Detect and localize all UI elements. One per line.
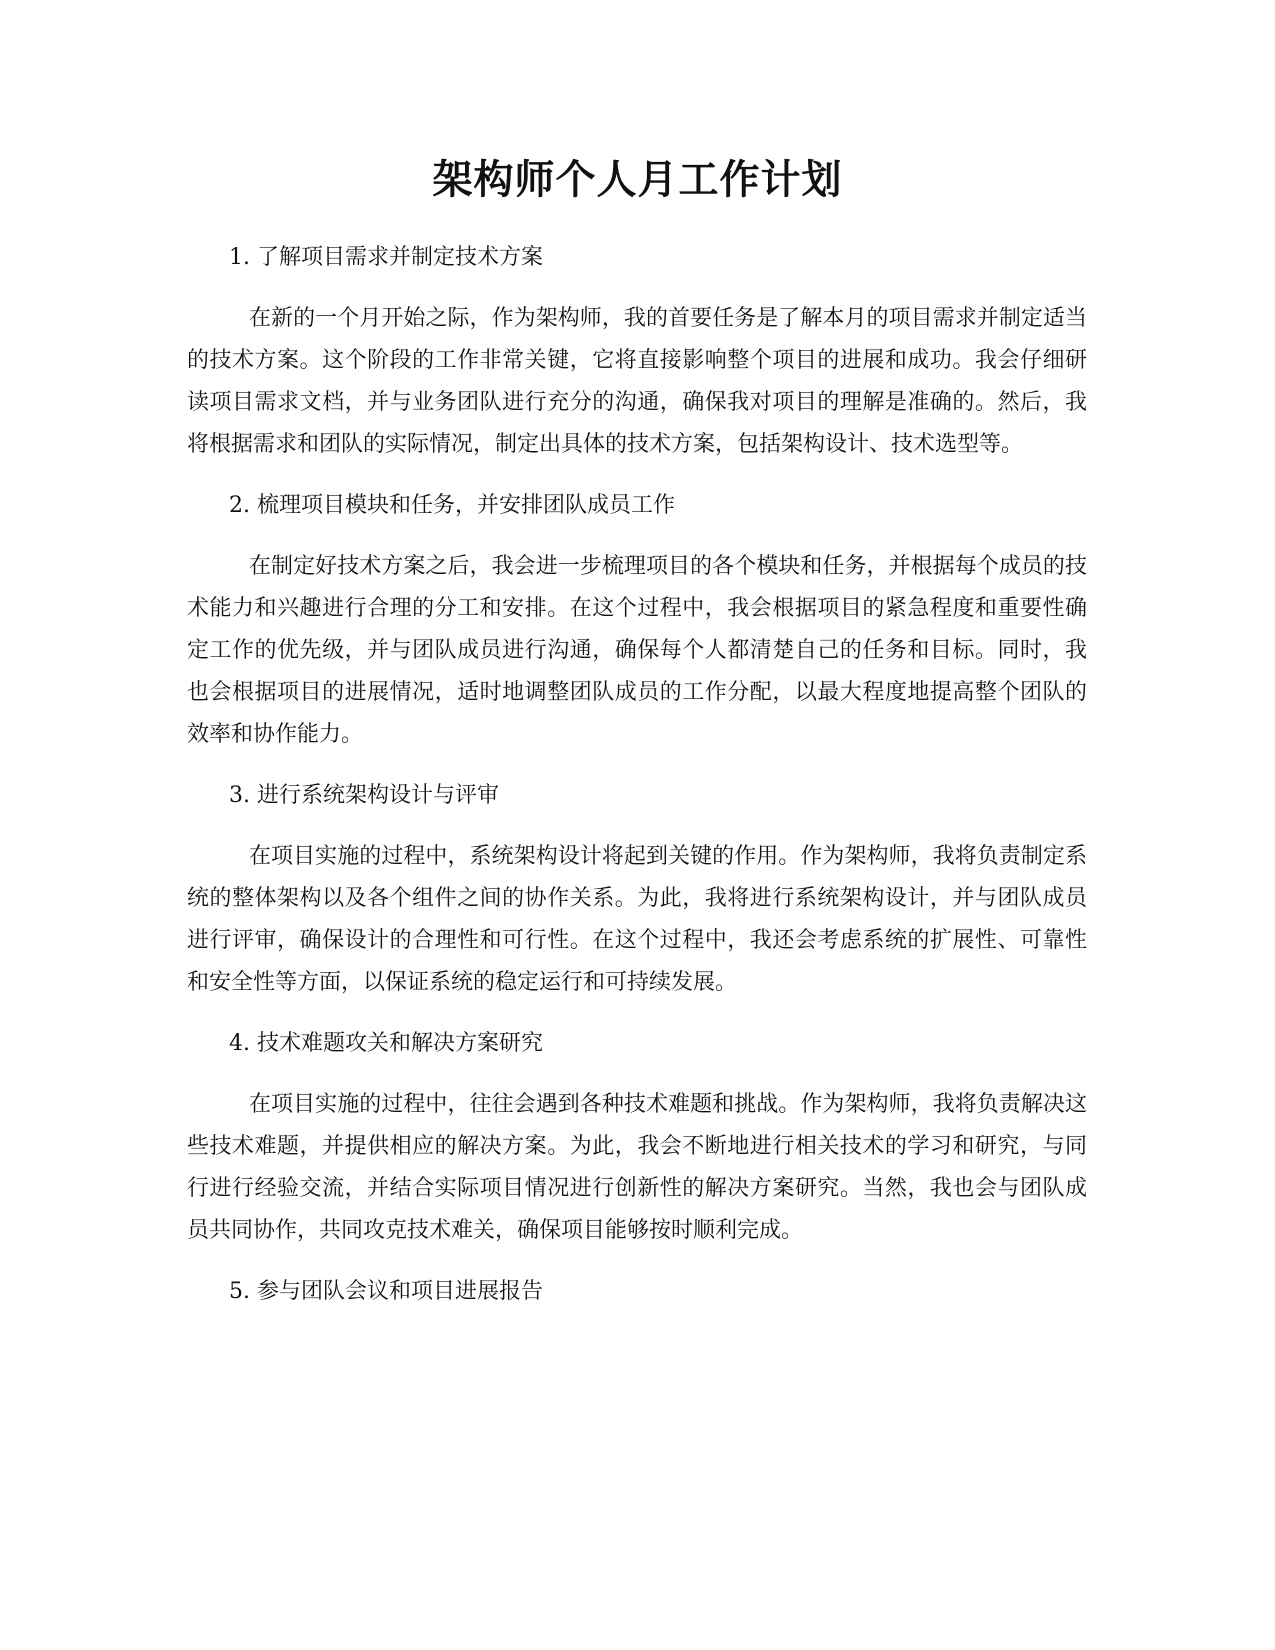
section-3 xyxy=(187,775,1087,1004)
section-paragraph: 在项目实施的过程中，往往会遇到各种技术难题和挑战。作为架构师，我将负责解决这些技术难题，并提供相应的解决方案。为此，我会不断地进行相关技术的学习和研究，与同行进行经验交流，并结合实际项目情况进行创新性的解决方案研究。当然，我也会与团队成员共同协作，共同攻克技术难关，确保项目能够按时顺利完成。 xyxy=(187,1092,1087,1243)
section-2 xyxy=(187,485,1087,756)
document-title: 架构师个人月工作计划 xyxy=(432,157,843,203)
section-heading: 2. 梳理项目模块和任务，并安排团队成员工作 xyxy=(229,493,675,518)
section-heading: 3. 进行系统架构设计与评审 xyxy=(229,783,499,808)
section-4 xyxy=(187,1023,1087,1252)
section-heading: 1. 了解项目需求并制定技术方案 xyxy=(229,245,543,270)
section-5 xyxy=(187,1271,1087,1313)
section-paragraph: 在项目实施的过程中，系统架构设计将起到关键的作用。作为架构师，我将负责制定系统的整体架构以及各个组件之间的协作关系。为此，我将进行系统架构设计，并与团队成员进行评审，确保设计的合理性和可行性。在这个过程中，我还会考虑系统的扩展性、可靠性和安全性等方面，以保证系统的稳定运行和可持续发展。 xyxy=(187,844,1087,995)
section-heading: 5. 参与团队会议和项目进展报告 xyxy=(229,1279,543,1304)
section-heading: 4. 技术难题攻关和解决方案研究 xyxy=(229,1031,543,1056)
section-paragraph: 在制定好技术方案之后，我会进一步梳理项目的各个模块和任务，并根据每个成员的技术能力和兴趣进行合理的分工和安排。在这个过程中，我会根据项目的紧急程度和重要性确定工作的优先级，并与团队成员进行沟通，确保每个人都清楚自己的任务和目标。同时，我也会根据项目的进展情况，适时地调整团队成员的工作分配，以最大程度地提高整个团队的效率和协作能力。 xyxy=(187,554,1087,747)
document-body xyxy=(187,237,1087,1332)
section-1 xyxy=(187,237,1087,466)
section-paragraph: 在新的一个月开始之际，作为架构师，我的首要任务是了解本月的项目需求并制定适当的技术方案。这个阶段的工作非常关键，它将直接影响整个项目的进展和成功。我会仔细研读项目需求文档，并与业务团队进行充分的沟通，确保我对项目的理解是准确的。然后，我将根据需求和团队的实际情况，制定出具体的技术方案，包括架构设计、技术选型等。 xyxy=(187,306,1087,457)
